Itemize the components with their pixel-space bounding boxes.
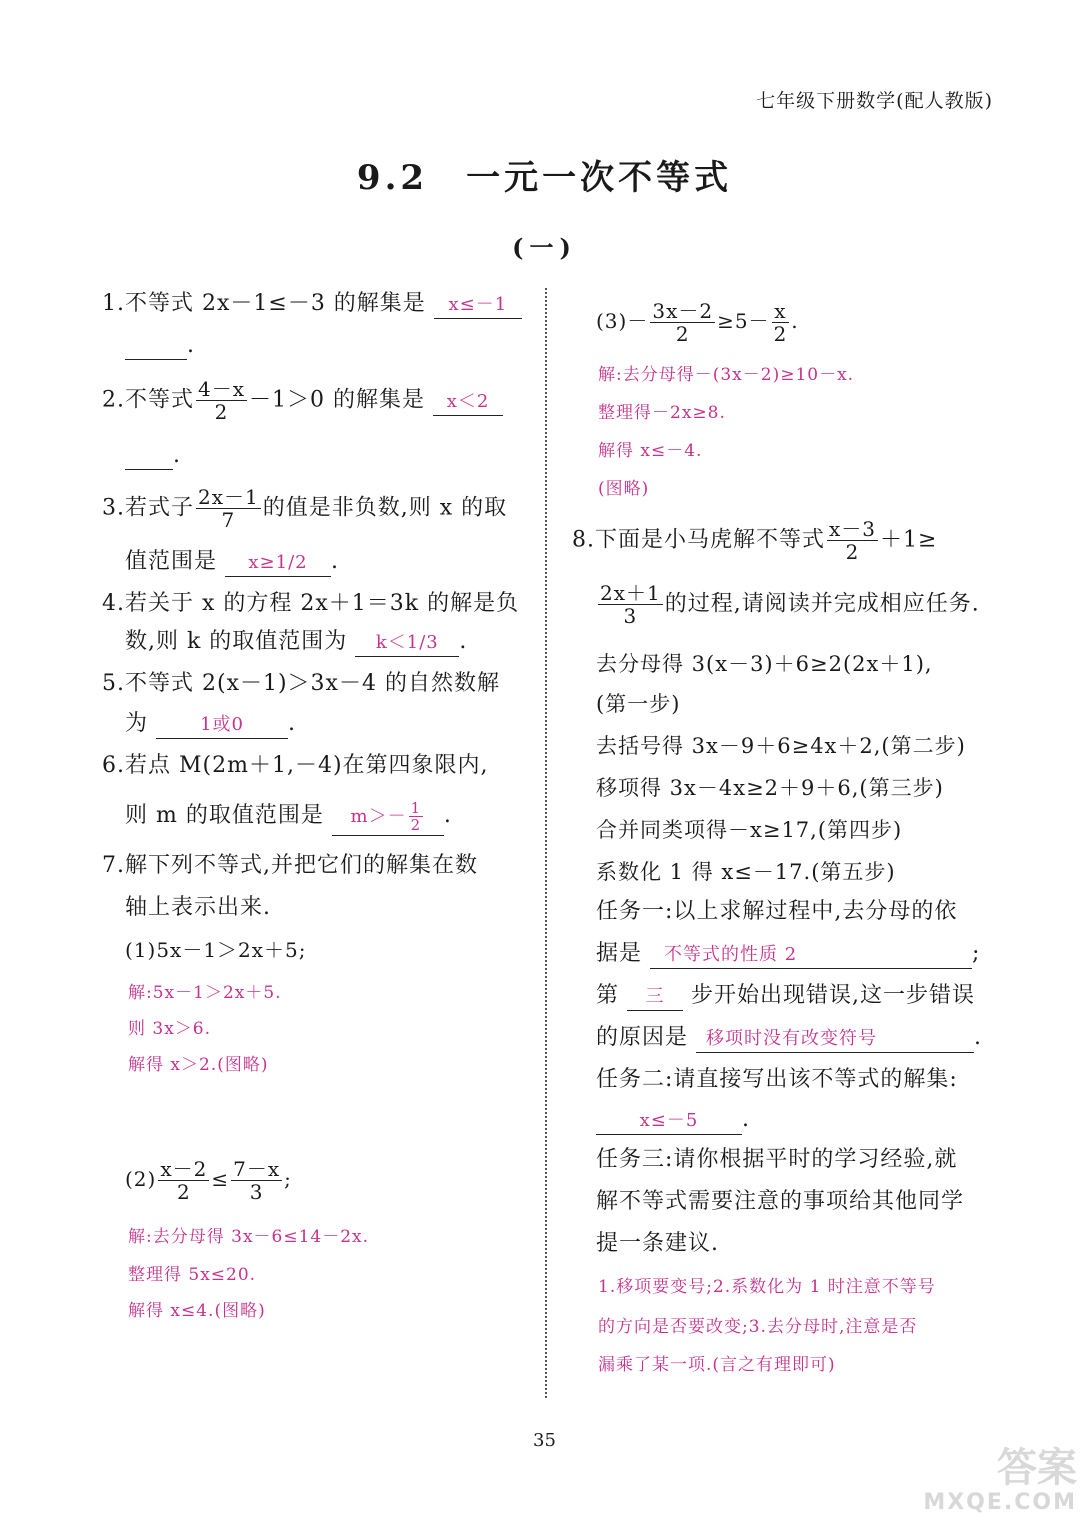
- solution-line: 整理得 5x≤20.: [128, 1265, 257, 1285]
- solution-line: 则 3x＞6.: [128, 1019, 212, 1039]
- question-4-line2: 数,则 k 的取值范围为 k＜1/3 .: [125, 626, 467, 658]
- task-1-line4: 的原因是 移项时没有改变符号 .: [596, 1022, 982, 1054]
- step-line: 去括号得 3x－9＋6≥4x＋2,(第二步): [596, 734, 966, 758]
- question-6: 6.若点 M(2m＋1,－4)在第四象限内,: [102, 753, 489, 778]
- question-1: 1.不等式 2x－1≤－3 的解集是 x≤－1: [102, 288, 522, 320]
- solution-line: 解得 x≤－4.: [598, 441, 703, 461]
- task-1-line3: 第 三 步开始出现错误,这一步错误: [596, 980, 975, 1012]
- solution-line: 解得 x≤4.(图略): [128, 1301, 266, 1321]
- question-2: 2.不等式 $\frac{4-x}{2}$ －1＞0 的解集是 x＜2: [102, 378, 503, 423]
- answer-blank: x≥1/2: [225, 549, 331, 577]
- question-5-line2: 为 1或0 .: [125, 708, 296, 740]
- answer-blank: x≤－1: [434, 291, 522, 319]
- solution-line: 整理得－2x≥8.: [598, 403, 726, 423]
- task-3-line3: 提一条建议.: [596, 1231, 719, 1256]
- question-7-line2: 轴上表示出来.: [125, 895, 271, 920]
- task-2-answer: x≤－5 .: [596, 1104, 750, 1136]
- question-4: 4.若关于 x 的方程 2x＋1＝3k 的解是负: [102, 591, 520, 616]
- solution-line: 漏乘了某一项.(言之有理即可): [598, 1355, 836, 1375]
- task-1: 任务一:以上求解过程中,去分母的依: [596, 899, 958, 924]
- section-subtitle: (一): [512, 233, 577, 262]
- question-5: 5.不等式 2(x－1)＞3x－4 的自然数解: [102, 671, 500, 696]
- fraction: $\frac{2x+1}{3}$: [600, 581, 661, 628]
- question-3: 3.若式子 $\frac{2x-1}{7}$ 的值是非负数,则 x 的取: [102, 485, 508, 532]
- question-2-line2: .: [125, 440, 181, 472]
- fraction: $\frac{x-2}{2}$: [160, 1157, 208, 1204]
- fraction: $\frac{7-x}{3}$: [233, 1157, 281, 1204]
- question-1-line2: .: [125, 330, 195, 362]
- task-2: 任务二:请直接写出该不等式的解集:: [596, 1067, 958, 1092]
- solution-line: 的方向是否要改变;3.去分母时,注意是否: [598, 1317, 918, 1337]
- step-line: 去分母得 3(x－3)＋6≥2(2x＋1),: [596, 652, 933, 676]
- solution-line: 解得 x＞2.(图略): [128, 1055, 269, 1075]
- fraction: $\frac{4-x}{2}$: [198, 377, 246, 424]
- question-7-part1: (1)5x－1＞2x＋5;: [125, 938, 307, 962]
- fraction: $\frac{3x-2}{2}$: [652, 299, 714, 346]
- answer-blank: 移项时没有改变符号: [696, 1025, 974, 1053]
- question-6-line2: 则 m 的取值范围是 m＞－ $\frac{1}{2}$ .: [125, 798, 452, 836]
- watermark-logo: 答案 MXQE.COM: [923, 1445, 1077, 1515]
- answer-blank: x≤－5: [596, 1107, 742, 1135]
- step-line: (第一步): [596, 692, 681, 716]
- fraction: $\frac{x-3}{2}$: [829, 517, 877, 564]
- page-number: 35: [533, 1430, 556, 1451]
- step-line: 合并同类项得－x≥17,(第四步): [596, 818, 903, 842]
- step-line: 系数化 1 得 x≤－17.(第五步): [596, 860, 896, 884]
- solution-line: 1.移项要变号;2.系数化为 1 时注意不等号: [598, 1277, 936, 1297]
- task-1-line2: 据是 不等式的性质 2 ;: [596, 938, 980, 970]
- solution-line: 解:去分母得 3x－6≤14－2x.: [128, 1227, 370, 1247]
- fraction: $\frac{2x-1}{7}$: [198, 485, 259, 532]
- question-8-line2: $\frac{2x+1}{3}$ 的过程,请阅读并完成相应任务.: [600, 581, 980, 628]
- page-header: 七年级下册数学(配人教版): [756, 90, 993, 112]
- answer-blank: 三: [627, 983, 683, 1011]
- answer-blank: 不等式的性质 2: [650, 941, 972, 969]
- question-8: 8.下面是小马虎解不等式 $\frac{x-3}{2}$ ＋1≥: [572, 517, 938, 564]
- section-title: 9.2 一元一次不等式: [356, 158, 733, 198]
- column-divider: [545, 288, 547, 1398]
- solution-line: 解:去分母得－(3x－2)≥10－x.: [598, 365, 855, 385]
- answer-blank: x＜2: [433, 388, 503, 416]
- fraction: $\frac{1}{2}$: [410, 798, 422, 834]
- step-line: 移项得 3x－4x≥2＋9＋6,(第三步): [596, 776, 944, 800]
- answer-blank: 1或0: [156, 711, 288, 739]
- answer-blank: m＞－ $\frac{1}{2}$: [332, 798, 444, 836]
- solution-line: 解:5x－1＞2x＋5.: [128, 983, 282, 1003]
- question-7-part2: (2) $\frac{x-2}{2}$ ≤ $\frac{7-x}{3}$ ;: [125, 1157, 292, 1204]
- question-7-part3: (3)－ $\frac{3x-2}{2}$ ≥5－ $\frac{x}{2}$ .: [596, 299, 799, 346]
- fraction: $\frac{x}{2}$: [773, 299, 788, 346]
- task-3-line2: 解不等式需要注意的事项给其他同学: [596, 1189, 965, 1214]
- question-3-line2: 值范围是 x≥1/2 .: [125, 546, 339, 578]
- task-3: 任务三:请你根据平时的学习经验,就: [596, 1147, 958, 1172]
- answer-blank: k＜1/3: [355, 629, 459, 657]
- answer-blank-continuation: [125, 443, 173, 470]
- solution-line: (图略): [598, 479, 650, 499]
- answer-blank-continuation: [125, 333, 187, 360]
- question-7: 7.解下列不等式,并把它们的解集在数: [102, 853, 478, 878]
